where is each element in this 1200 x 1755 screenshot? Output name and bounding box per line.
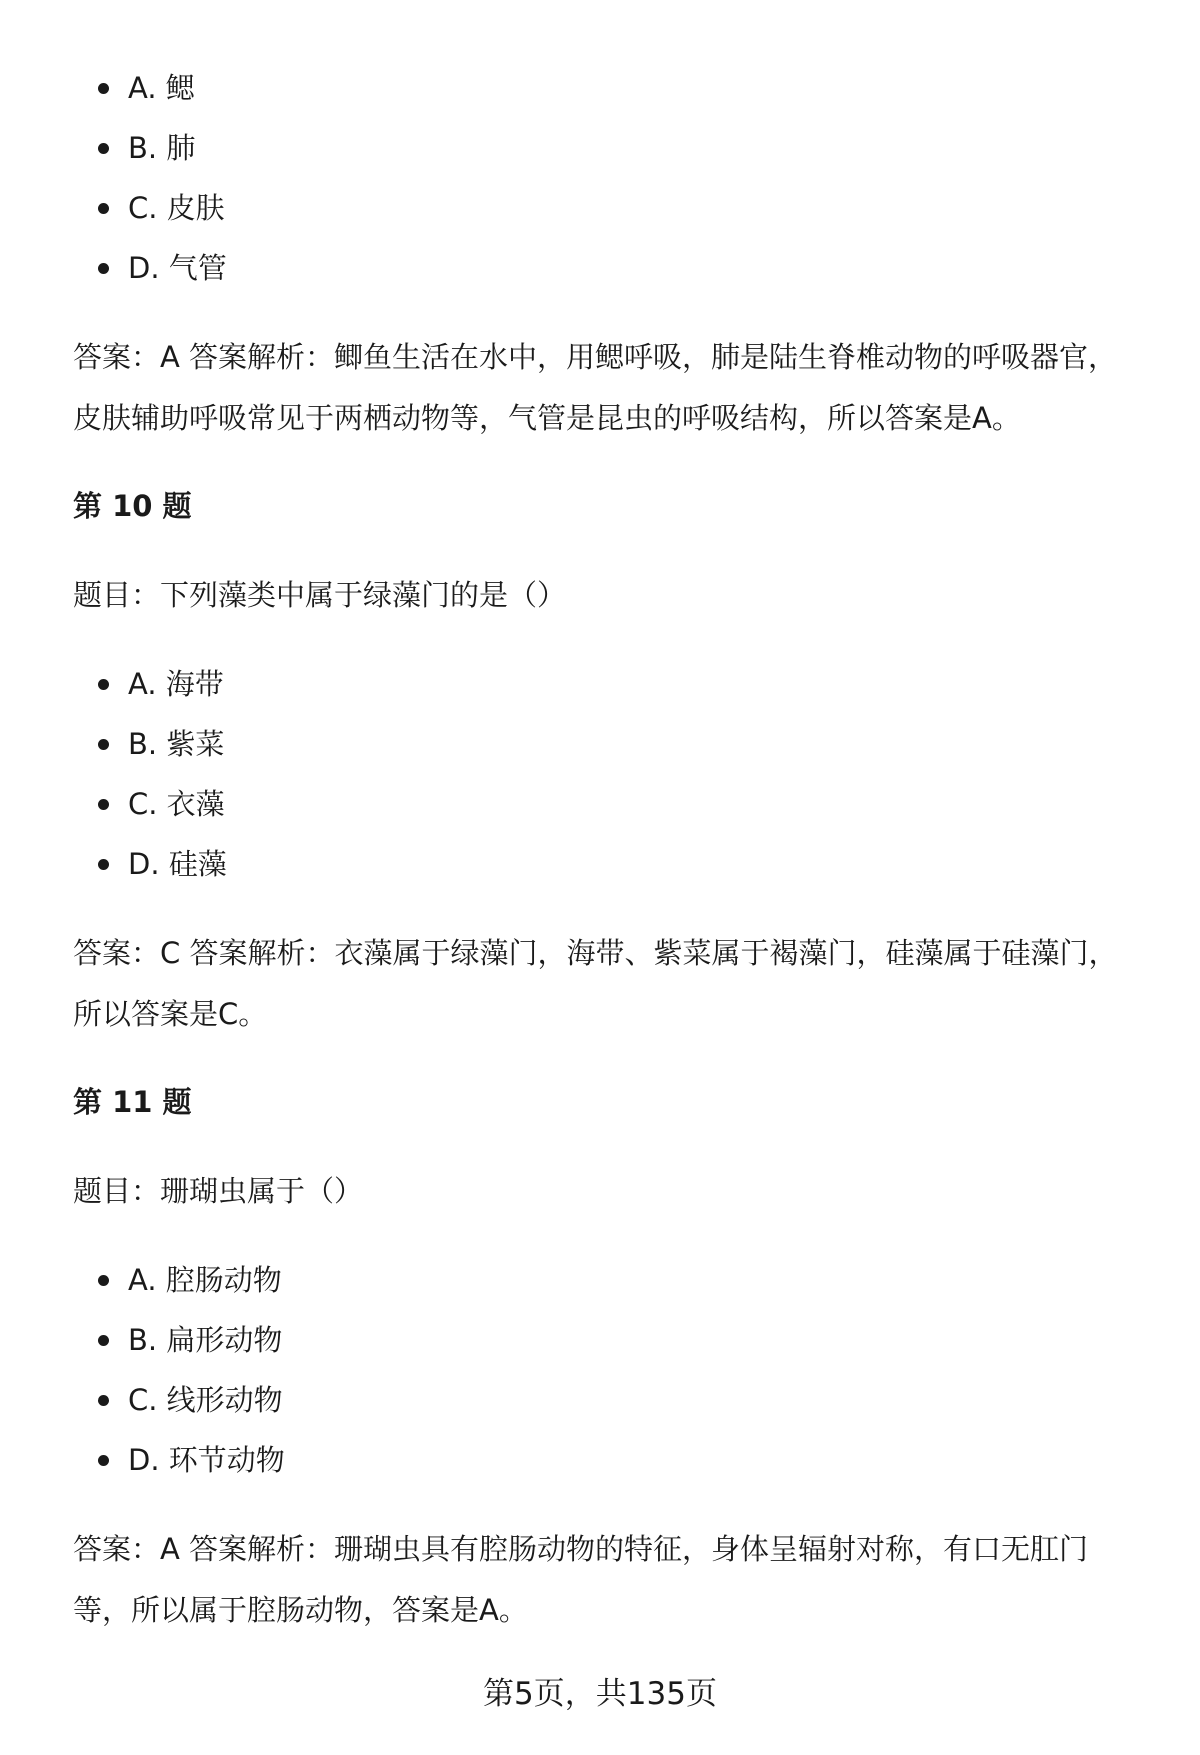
q10-answer: 答案：C 答案解析：衣藻属于绿藻门，海带、紫菜属于褐藻门，硅藻属于硅藻门，所以答案是C。 [73,936,1118,1031]
q9-answer: 答案：A 答案解析：鲫鱼生活在水中，用鳃呼吸，肺是陆生脊椎动物的呼吸器官，皮肤辅助呼吸常见于两栖动物等，气管是昆虫的呼吸结构，所以答案是A。 [73,340,1118,435]
q9-option-a: A. 鳃 [0,58,227,118]
q10-question: 题目：下列藻类中属于绿藻门的是（） [73,578,567,612]
q11-question: 题目：珊瑚虫属于（） [73,1174,364,1208]
q9-option-d: D. 气管 [0,238,227,298]
page-number-footer: 第5页，共135页 [483,1676,717,1712]
q9-option-c: C. 皮肤 [0,178,227,238]
q11-option-b: B. 扁形动物 [0,1310,285,1370]
q11-option-d: D. 环节动物 [0,1430,285,1490]
q10-heading: 第 10 题 [73,489,192,523]
q11-answer: 答案：A 答案解析：珊瑚虫具有腔肠动物的特征，身体呈辐射对称，有口无肛门等，所以属于腔肠动物，答案是A。 [73,1532,1089,1627]
q11-option-a: A. 腔肠动物 [0,1250,285,1310]
q11-option-c: C. 线形动物 [0,1370,285,1430]
q11-heading: 第 11 题 [73,1085,192,1119]
q10-options [0,654,227,894]
q9-options [0,58,227,298]
q11-options [0,1250,285,1490]
q9-option-b: B. 肺 [0,118,227,178]
q10-option-c: C. 衣藻 [0,774,227,834]
q10-option-b: B. 紫菜 [0,714,227,774]
q10-option-a: A. 海带 [0,654,227,714]
q10-option-d: D. 硅藻 [0,834,227,894]
